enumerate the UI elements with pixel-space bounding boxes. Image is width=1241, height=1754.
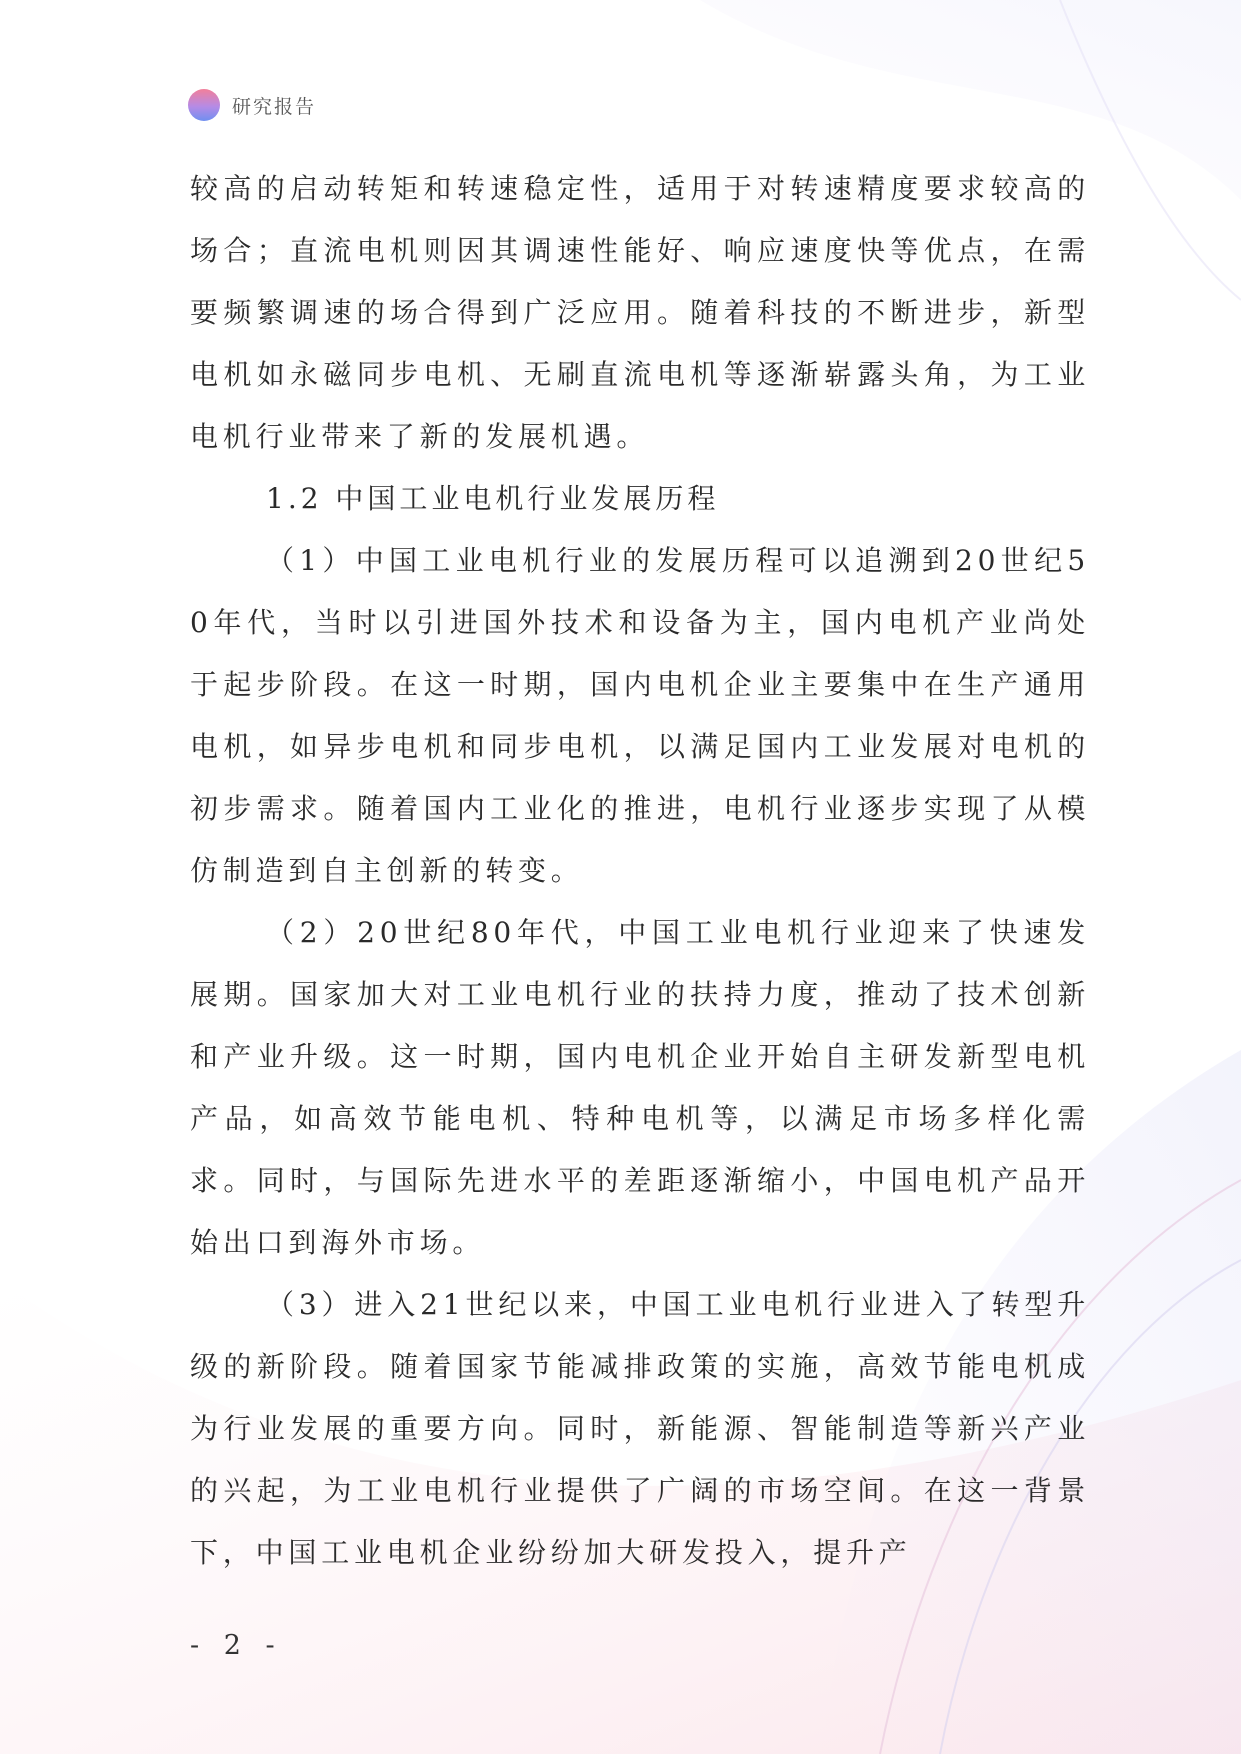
header-title: 研究报告 xyxy=(232,95,317,118)
intro-paragraph: 较高的启动转矩和转速稳定性，适用于对转速精度要求较高的场合；直流电机则因其调速性能好、响应速度快等优点，在需要频繁调速的场合得到广泛应用。随着科技的不断进步，新型电机如永磁同步电机、无刷直流电机等逐渐崭露头角，为工业电机行业带来了新的发展机遇。 xyxy=(190,172,1090,453)
report-logo-icon xyxy=(188,89,220,121)
page-number: - 2 - xyxy=(190,1630,283,1661)
section-heading: 1.2 中国工业电机行业发展历程 xyxy=(266,482,720,515)
page-header xyxy=(188,88,316,122)
document-body xyxy=(190,158,1090,1584)
paragraph-2: （2）20世纪80年代，中国工业电机行业迎来了快速发展期。国家加大对工业电机行业的扶持力度，推动了技术创新和产业升级。这一时期，国内电机企业开始自主研发新型电机产品，如高效节能电机、特种电机等，以满足市场多样化需求。同时，与国际先进水平的差距逐渐缩小，中国电机产品开始出口到海外市场。 xyxy=(190,916,1090,1259)
paragraph-3: （3）进入21世纪以来，中国工业电机行业进入了转型升级的新阶段。随着国家节能减排政策的实施，高效节能电机成为行业发展的重要方向。同时，新能源、智能制造等新兴产业的兴起，为工业电机行业提供了广阔的市场空间。在这一背景下，中国工业电机企业纷纷加大研发投入，提升产 xyxy=(190,1288,1090,1569)
paragraph-1: （1）中国工业电机行业的发展历程可以追溯到20世纪50年代，当时以引进国外技术和设备为主，国内电机产业尚处于起步阶段。在这一时期，国内电机企业主要集中在生产通用电机，如异步电机和同步电机，以满足国内工业发展对电机的初步需求。随着国内工业化的推进，电机行业逐步实现了从模仿制造到自主创新的转变。 xyxy=(190,544,1090,887)
